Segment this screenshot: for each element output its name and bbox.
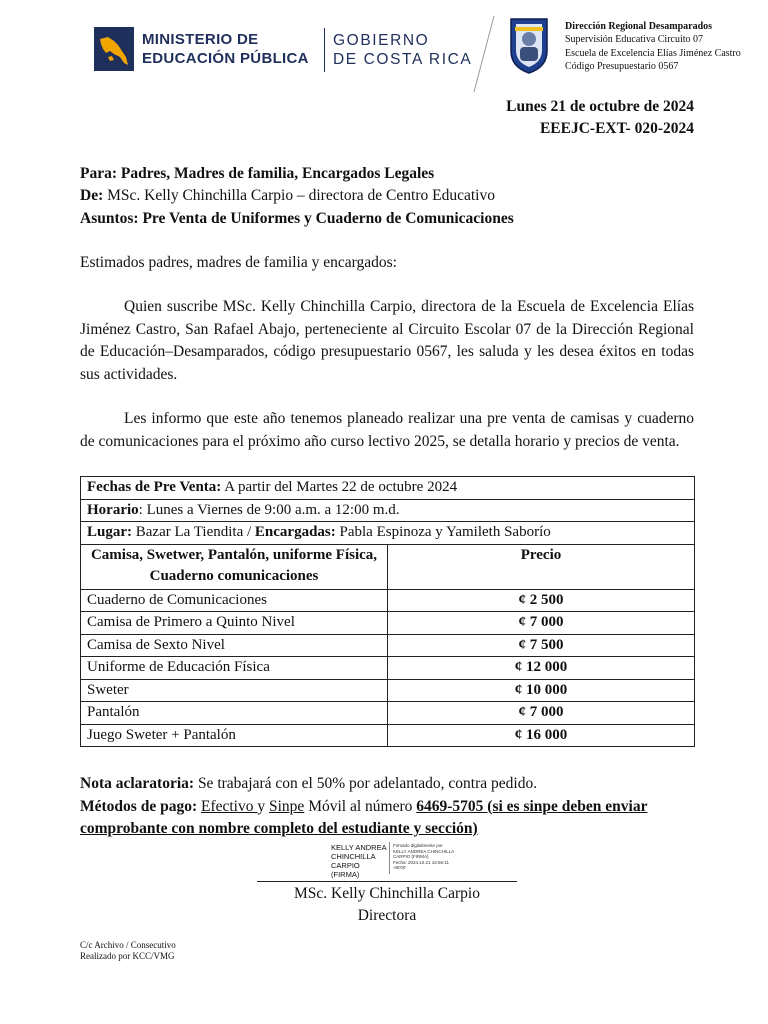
place-value: Bazar La Tiendita / bbox=[132, 524, 255, 540]
place-label: Lugar: bbox=[87, 524, 132, 540]
table-row-schedule bbox=[81, 499, 695, 522]
item-cell: Camisa de Sexto Nivel bbox=[81, 634, 388, 657]
price-cell: ¢ 7 000 bbox=[388, 702, 695, 725]
column-header-price: Precio bbox=[388, 544, 695, 589]
signatory-name: MSc. Kelly Chinchilla Carpio bbox=[294, 885, 480, 902]
from-label: De: bbox=[80, 187, 104, 205]
subject-value: Pre Venta de Uniformes y Cuaderno de Comunicaciones bbox=[142, 209, 514, 227]
school-info-line-3: Escuela de Excelencia Elías Jiménez Castro bbox=[565, 47, 741, 59]
paragraph-presale: Les informo que este año tenemos planeado realizar una pre venta de camisas y cuaderno de comunicaciones para el próximo año curso lectivo 2025, se detalla horario y precios de venta. bbox=[80, 410, 694, 450]
memo-from bbox=[80, 185, 514, 207]
signature-meta-line-5: -06'00' bbox=[393, 865, 407, 870]
clarification-note bbox=[80, 773, 700, 796]
item-cell: Uniforme de Educación Física bbox=[81, 657, 388, 680]
price-cell: ¢ 7 500 bbox=[388, 634, 695, 657]
to-label: Para: bbox=[80, 165, 118, 182]
managers-label: Encargadas: bbox=[254, 524, 336, 540]
dates-cell bbox=[81, 477, 695, 500]
table-row-dates bbox=[81, 477, 695, 500]
signature-divider bbox=[389, 842, 390, 874]
digital-signature-name bbox=[331, 843, 387, 879]
payment-label: Métodos de pago: bbox=[80, 797, 198, 815]
gov-line-2: DE COSTA RICA bbox=[333, 51, 473, 68]
school-crest-icon bbox=[507, 15, 551, 75]
column-header-item: Camisa, Swetwer, Pantalón, uniforme Física, Cuaderno comunicaciones bbox=[81, 544, 388, 589]
table-row bbox=[81, 589, 695, 612]
managers-value: Pabla Espinoza y Yamileth Saborío bbox=[335, 524, 551, 540]
table-row bbox=[81, 702, 695, 725]
date-and-code bbox=[506, 96, 694, 139]
schedule-cell bbox=[81, 499, 695, 522]
presale-table bbox=[80, 476, 695, 747]
payment-phone: 6469-5705 bbox=[416, 797, 484, 815]
signature-meta-line-2: KELLY ANDREA CHINCHILLA bbox=[393, 848, 455, 854]
document-date: Lunes 21 de octubre de 2024 bbox=[506, 98, 694, 115]
document-code: EEEJC-EXT- 020-2024 bbox=[539, 119, 694, 137]
ministry-line-1: MINISTERIO DE bbox=[142, 31, 259, 48]
item-cell: Cuaderno de Comunicaciones bbox=[81, 589, 388, 612]
table-header-row bbox=[81, 544, 695, 589]
table-row bbox=[81, 612, 695, 635]
price-cell: ¢ 2 500 bbox=[388, 589, 695, 612]
from-value: MSc. Kelly Chinchilla Carpio – directora de Centro Educativo bbox=[107, 187, 495, 205]
item-cell: Pantalón bbox=[81, 702, 388, 725]
dates-value: A partir del Martes 22 de octubre 2024 bbox=[221, 479, 458, 495]
table-row bbox=[81, 679, 695, 702]
ministry-line-2: EDUCACIÓN PÚBLICA bbox=[142, 50, 309, 67]
digital-signature-metadata bbox=[393, 843, 463, 871]
signature-line bbox=[257, 881, 517, 882]
school-info bbox=[565, 20, 741, 73]
memo-to bbox=[80, 163, 514, 185]
price-cell: ¢ 16 000 bbox=[388, 724, 695, 747]
table-row bbox=[81, 657, 695, 680]
place-cell bbox=[81, 522, 695, 545]
costa-rica-map-icon bbox=[94, 27, 134, 71]
table-row bbox=[81, 634, 695, 657]
notes-section bbox=[80, 773, 700, 841]
table-row-place bbox=[81, 522, 695, 545]
price-cell: ¢ 12 000 bbox=[388, 657, 695, 680]
decorative-slash bbox=[470, 14, 496, 94]
table-row bbox=[81, 724, 695, 747]
paragraph-intro: Quien suscribe MSc. Kelly Chinchilla Carpio, directora de la Escuela de Excelencia Elías Jiménez Castro, San Rafael Abajo, perteneciente al Circuito Escolar 07 de la Dirección Regional de Educación–Desamparados, código presupuestario 0567, les saluda y les desea éxitos en todas sus actividades. bbox=[80, 298, 694, 383]
government-name bbox=[333, 31, 472, 69]
schedule-label: Horario bbox=[87, 501, 139, 518]
memo-subject bbox=[80, 208, 514, 230]
payment-sinpe: Sinpe bbox=[269, 797, 305, 815]
memo-heading bbox=[80, 163, 514, 230]
signature-name-line-3: CARPIO (FIRMA) bbox=[331, 861, 360, 879]
signature-meta-line-4: Fecha: 2024.10.21 15:56:11 bbox=[393, 859, 449, 865]
schedule-value: : Lunes a Viernes de 9:00 a.m. a 12:00 m.d. bbox=[138, 501, 400, 518]
price-cell: ¢ 10 000 bbox=[388, 679, 695, 702]
school-info-line-1: Dirección Regional Desamparados bbox=[565, 21, 713, 32]
note-label: Nota aclaratoria: bbox=[80, 775, 195, 792]
payment-mobile: Móvil al número bbox=[304, 797, 417, 815]
signature-meta-line-3: CARPIO (FIRMA) bbox=[393, 854, 429, 859]
to-value: Padres, Madres de familia, Encargados Legales bbox=[120, 165, 435, 182]
item-cell: Sweter bbox=[81, 679, 388, 702]
signature-name-line-1: KELLY ANDREA bbox=[331, 843, 387, 852]
mep-logo bbox=[94, 27, 134, 71]
signature-meta-line-1: Firmado digitalmente por bbox=[393, 843, 443, 848]
signatory-role: Directora bbox=[357, 906, 417, 924]
item-cell: Camisa de Primero a Quinto Nivel bbox=[81, 612, 388, 635]
footer-line-2: Realizado por KCC/VMG bbox=[80, 950, 175, 961]
greeting: Estimados padres, madres de familia y encargados: bbox=[80, 254, 397, 271]
signature-name-line-2: CHINCHILLA bbox=[331, 852, 376, 861]
footer-line-1: C/c Archivo / Consecutivo bbox=[80, 940, 176, 950]
school-info-line-4: Código Presupuestario 0567 bbox=[565, 60, 679, 72]
ministry-name bbox=[142, 30, 309, 68]
payment-and: y bbox=[257, 797, 269, 815]
footer-notes bbox=[80, 940, 176, 961]
payment-methods bbox=[80, 796, 700, 841]
payment-instructions: (si es sinpe deben enviar comprobante con nombre completo del estudiante y sección) bbox=[80, 797, 648, 837]
price-cell: ¢ 7 000 bbox=[388, 612, 695, 635]
gov-line-1: GOBIERNO bbox=[333, 32, 430, 49]
note-value: Se trabajará con el 50% por adelantado, contra pedido. bbox=[194, 775, 538, 792]
signatory bbox=[257, 883, 517, 926]
payment-cash: Efectivo bbox=[200, 797, 258, 815]
header-divider bbox=[324, 28, 325, 72]
dates-label: Fechas de Pre Venta: bbox=[87, 479, 222, 495]
item-cell: Juego Sweter + Pantalón bbox=[81, 724, 388, 747]
school-info-line-2: Supervisión Educativa Circuito 07 bbox=[565, 34, 704, 46]
subject-label: Asuntos: bbox=[80, 209, 139, 227]
